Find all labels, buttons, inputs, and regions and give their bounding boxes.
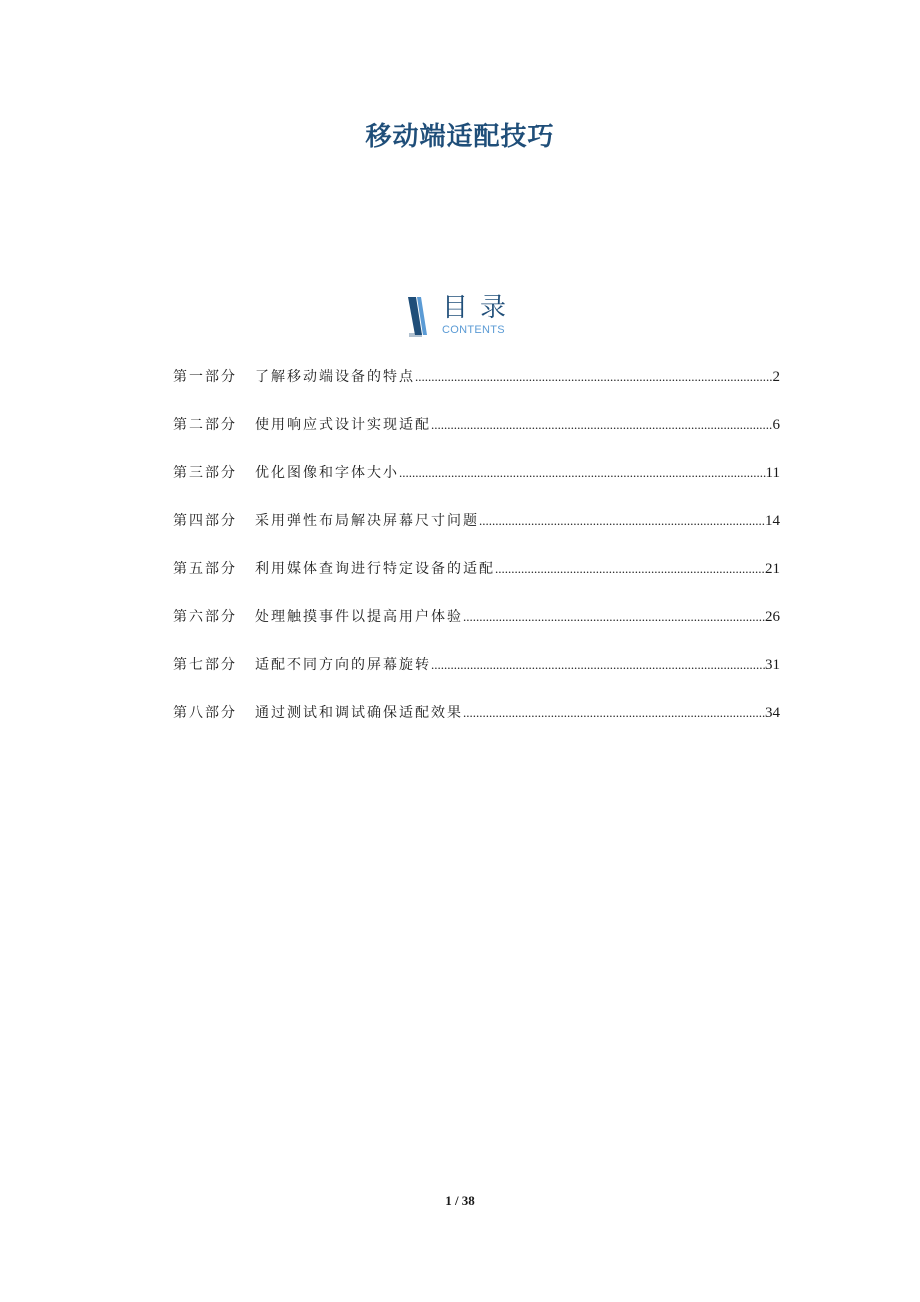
toc-part-label: 第二部分 (173, 417, 237, 433)
book-bookmark-icon (406, 295, 432, 339)
toc-entry-part-6[interactable] (173, 604, 780, 652)
toc-page-number: 14 (765, 513, 780, 529)
toc-part-label: 第五部分 (173, 561, 237, 577)
toc-header (406, 295, 526, 339)
toc-entry-part-1[interactable] (173, 364, 780, 412)
toc-page-number: 2 (772, 369, 780, 385)
toc-heading: 目录 (442, 293, 519, 323)
toc-entry-part-8[interactable] (173, 700, 780, 748)
toc-dot-leader (431, 652, 765, 678)
toc-entry-part-2[interactable] (173, 412, 780, 460)
toc-dot-leader (463, 700, 765, 726)
toc-part-label: 第一部分 (173, 369, 237, 385)
toc-dot-leader (463, 604, 765, 630)
toc-page-number: 11 (765, 465, 780, 481)
document-title: 移动端适配技巧 (365, 122, 555, 152)
toc-entry-title[interactable]: 适配不同方向的屏幕旋转 (255, 657, 431, 673)
toc-page-number: 26 (765, 609, 780, 625)
toc-page-number: 21 (765, 561, 780, 577)
toc-entry-title[interactable]: 使用响应式设计实现适配 (255, 417, 431, 433)
page-indicator: 1 / 38 (445, 1193, 475, 1208)
toc-entry-title[interactable]: 利用媒体查询进行特定设备的适配 (255, 561, 495, 577)
toc-dot-leader (495, 556, 765, 582)
toc-part-label: 第六部分 (173, 609, 237, 625)
toc-page-number: 31 (765, 657, 780, 673)
toc-dot-leader (399, 460, 766, 486)
toc-subheading: CONTENTS (442, 324, 505, 336)
toc-entry-title[interactable]: 通过测试和调试确保适配效果 (255, 705, 463, 721)
toc-dot-leader (431, 412, 773, 438)
toc-part-label: 第四部分 (173, 513, 237, 529)
toc-dot-leader (415, 364, 773, 390)
toc-entry-part-3[interactable] (173, 460, 780, 508)
toc-page-number: 34 (765, 705, 780, 721)
toc-dot-leader (479, 508, 765, 534)
toc-entry-part-7[interactable] (173, 652, 780, 700)
toc-page-number: 6 (772, 417, 780, 433)
toc-part-label: 第七部分 (173, 657, 237, 673)
toc-entry-title[interactable]: 采用弹性布局解决屏幕尺寸问题 (255, 513, 479, 529)
toc-entry-title[interactable]: 处理触摸事件以提高用户体验 (255, 609, 463, 625)
toc-entry-part-5[interactable] (173, 556, 780, 604)
toc-part-label: 第三部分 (173, 465, 237, 481)
toc-entry-part-4[interactable] (173, 508, 780, 556)
toc-list (173, 364, 780, 748)
toc-part-label: 第八部分 (173, 705, 237, 721)
toc-entry-title[interactable]: 了解移动端设备的特点 (255, 369, 415, 385)
toc-entry-title[interactable]: 优化图像和字体大小 (255, 465, 399, 481)
